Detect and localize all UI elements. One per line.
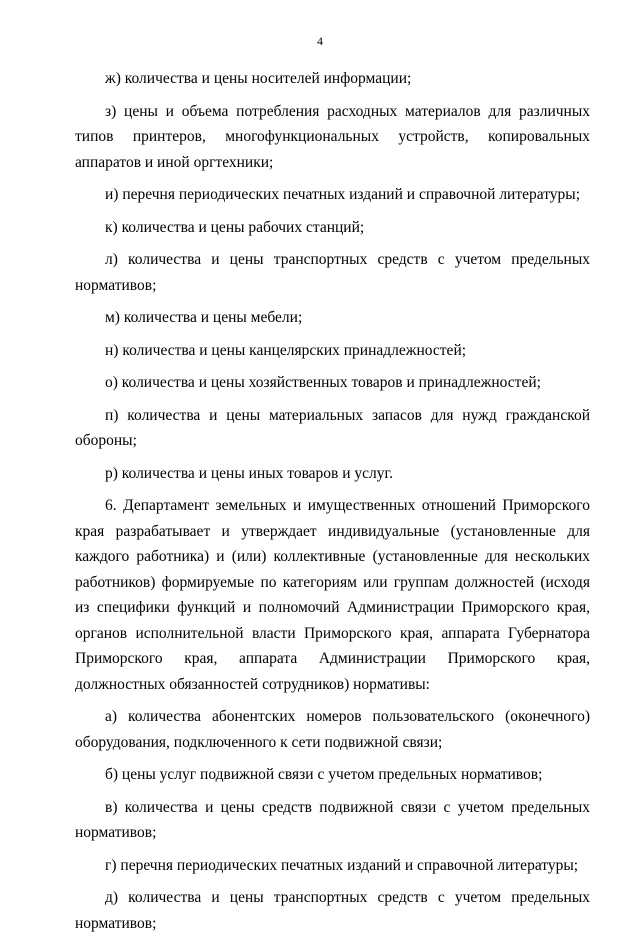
paragraph-g: г) перечня периодических печатных изданий и справочной литературы; xyxy=(105,856,579,874)
paragraph-d: д) количества и цены транспортных средств с учетом предельных нормативов; xyxy=(75,889,590,932)
paragraph-z: з) цены и объема потребления расходных материалов для различных типов принтеров, многофункциональных устройств, копировальных аппаратов и иной оргтехники; xyxy=(75,102,590,171)
document-body xyxy=(75,66,590,943)
page-number: 4 xyxy=(317,34,323,48)
paragraph-l: л) количества и цены транспортных средств с учетом предельных нормативов; xyxy=(75,251,590,294)
paragraph-k: к) количества и цены рабочих станций; xyxy=(105,218,365,236)
paragraph-i: и) перечня периодических печатных изданий и справочной литературы; xyxy=(105,186,581,203)
paragraph-o: о) количества и цены хозяйственных товаров и принадлежностей; xyxy=(105,374,541,391)
paragraph-r: р) количества и цены иных товаров и услуг. xyxy=(105,464,394,482)
paragraph-v: в) количества и цены средств подвижной связи с учетом предельных нормативов; xyxy=(75,798,590,841)
paragraph-n: н) количества и цены канцелярских принадлежностей; xyxy=(105,341,467,359)
paragraph-section-6: 6. Департамент земельных и имущественных отношений Приморского края разрабатывает и утверждает индивидуальные (установленные для каждого работника) и (или) коллективные (установленные для нескольких работников) формируемые по категориям или группам должностей (исходя из специфики функций и полномочий Администрации Приморского края, органов исполнительной власти Приморского края, аппарата Губернатора Приморского края, аппарата Администрации Приморского края, должностных обязанностей сотрудников) нормативы: xyxy=(75,497,590,693)
paragraph-b: б) цены услуг подвижной связи с учетом предельных нормативов; xyxy=(105,766,543,783)
paragraph-zh: ж) количества и цены носителей информации; xyxy=(105,70,412,87)
paragraph-p: п) количества и цены материальных запасов для нужд гражданской обороны; xyxy=(75,406,590,449)
paragraph-a: а) количества абонентских номеров пользовательского (оконечного) оборудования, подключенного к сети подвижной связи; xyxy=(75,708,590,751)
paragraph-m: м) количества и цены мебели; xyxy=(105,309,303,326)
